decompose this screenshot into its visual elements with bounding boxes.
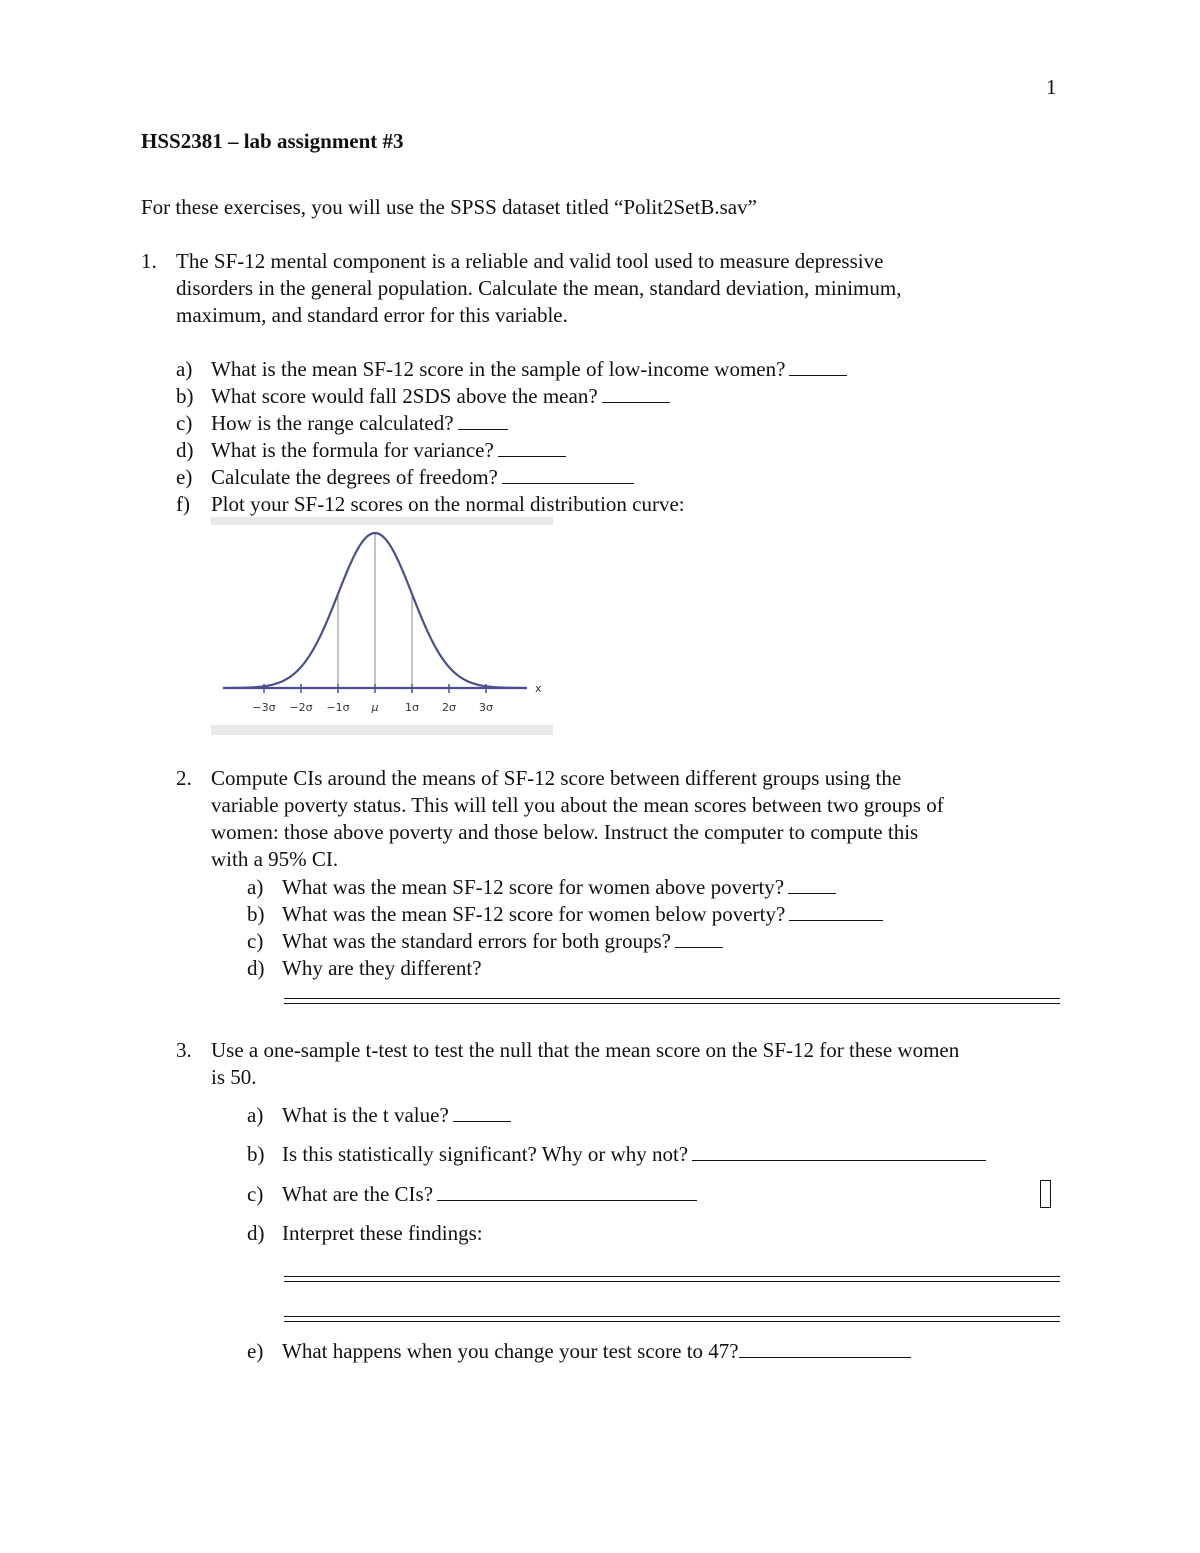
x-tick-label: 3σ: [479, 701, 493, 714]
x-tick-label: μ: [371, 701, 379, 714]
q1-item-e-text: Calculate the degrees of freedom?: [211, 465, 498, 489]
q3-item-a-text: What is the t value?: [282, 1103, 449, 1127]
answer-blank[interactable]: [789, 902, 883, 921]
answer-blank[interactable]: [458, 411, 508, 430]
question-1-line: The SF-12 mental component is a reliable and valid tool used to measure depressive: [176, 249, 884, 273]
q3-item-d-text: Interpret these findings:: [282, 1221, 483, 1245]
q2-item-b-label: b): [247, 902, 265, 926]
q2-item-d-label: d): [247, 956, 265, 980]
q3-item-c-text: What are the CIs?: [282, 1182, 434, 1206]
q3-item-a: [282, 1102, 511, 1128]
answer-line[interactable]: [284, 1276, 1060, 1282]
q3-item-e-label: e): [247, 1339, 264, 1363]
q1-item-d-text: What is the formula for variance?: [211, 438, 494, 462]
q2-item-b-text: What was the mean SF-12 score for women below poverty?: [282, 902, 786, 926]
x-axis-label: x: [535, 682, 542, 695]
q2-item-b: [282, 901, 883, 927]
question-1-number: 1.: [141, 249, 157, 273]
q3-item-b-label: b): [247, 1142, 265, 1166]
answer-blank[interactable]: [498, 438, 566, 457]
q2-item-a: [282, 874, 836, 900]
q3-item-b: [282, 1141, 986, 1167]
q1-item-c-label: c): [176, 411, 193, 435]
normal-distribution-figure: [211, 517, 553, 735]
answer-blank[interactable]: [788, 875, 836, 894]
q1-item-f-text: Plot your SF-12 scores on the normal distribution curve:: [211, 492, 685, 516]
q3-item-a-label: a): [247, 1103, 264, 1127]
q1-item-f-label: f): [176, 492, 190, 516]
q3-item-e-text: What happens when you change your test score to 47?: [282, 1339, 739, 1363]
q2-item-c: [282, 928, 723, 954]
answer-blank[interactable]: [675, 929, 723, 948]
answer-blank[interactable]: [453, 1103, 511, 1122]
question-2-line: Compute CIs around the means of SF-12 score between different groups using the: [211, 766, 902, 790]
q1-item-a-label: a): [176, 357, 193, 381]
q1-item-e: [211, 464, 634, 490]
answer-line[interactable]: [284, 998, 1060, 1004]
q3-item-b-text: Is this statistically significant? Why or why not?: [282, 1142, 689, 1166]
page-number: 1: [1046, 75, 1057, 99]
checkbox-placeholder: [1040, 1180, 1051, 1208]
q1-item-e-label: e): [176, 465, 193, 489]
q1-item-d-label: d): [176, 438, 194, 462]
q1-item-a-text: What is the mean SF-12 score in the sample of low-income women?: [211, 357, 786, 381]
x-tick-label: 1σ: [405, 701, 419, 714]
question-3-line: is 50.: [211, 1065, 257, 1089]
question-1-line: maximum, and standard error for this variable.: [176, 303, 568, 327]
page-title: HSS2381 – lab assignment #3: [141, 129, 404, 153]
curve-plot-area: [211, 525, 553, 725]
x-tick-label: −3σ: [252, 701, 276, 714]
question-3-number: 3.: [176, 1038, 192, 1062]
question-2-line: women: those above poverty and those below. Instruct the computer to compute this: [211, 820, 919, 844]
q2-item-a-text: What was the mean SF-12 score for women above poverty?: [282, 875, 785, 899]
answer-line[interactable]: [284, 1316, 1060, 1322]
q3-item-c: [282, 1181, 697, 1207]
q3-item-d-label: d): [247, 1221, 265, 1245]
x-tick-label: 2σ: [442, 701, 456, 714]
answer-blank[interactable]: [502, 465, 634, 484]
q3-item-e: [282, 1338, 911, 1364]
answer-blank[interactable]: [692, 1142, 986, 1161]
answer-blank[interactable]: [437, 1182, 697, 1201]
q1-item-b: [211, 383, 670, 409]
q1-item-c: [211, 410, 508, 436]
q2-item-a-label: a): [247, 875, 264, 899]
x-tick-label: −1σ: [326, 701, 350, 714]
q1-item-d: [211, 437, 566, 463]
intro-text: For these exercises, you will use the SPSS dataset titled “Polit2SetB.sav”: [141, 195, 757, 219]
q1-item-c-text: How is the range calculated?: [211, 411, 454, 435]
question-3-line: Use a one-sample t-test to test the null that the mean score on the SF-12 for these women: [211, 1038, 960, 1062]
normal-curve-svg: [211, 517, 553, 735]
q2-item-c-label: c): [247, 929, 264, 953]
q1-item-b-label: b): [176, 384, 194, 408]
question-2-number: 2.: [176, 766, 192, 790]
answer-blank[interactable]: [739, 1339, 911, 1358]
answer-blank[interactable]: [789, 357, 847, 376]
x-tick-label: −2σ: [289, 701, 313, 714]
q1-item-a: [211, 356, 847, 382]
question-2-line: variable poverty status. This will tell you about the mean scores between two groups of: [211, 793, 944, 817]
q2-item-c-text: What was the standard errors for both groups?: [282, 929, 671, 953]
answer-blank[interactable]: [602, 384, 670, 403]
q2-item-d-text: Why are they different?: [282, 956, 482, 980]
question-1-line: disorders in the general population. Calculate the mean, standard deviation, minimum,: [176, 276, 902, 300]
q1-item-b-text: What score would fall 2SDS above the mean?: [211, 384, 598, 408]
q3-item-c-label: c): [247, 1182, 264, 1206]
question-2-line: with a 95% CI.: [211, 847, 339, 871]
